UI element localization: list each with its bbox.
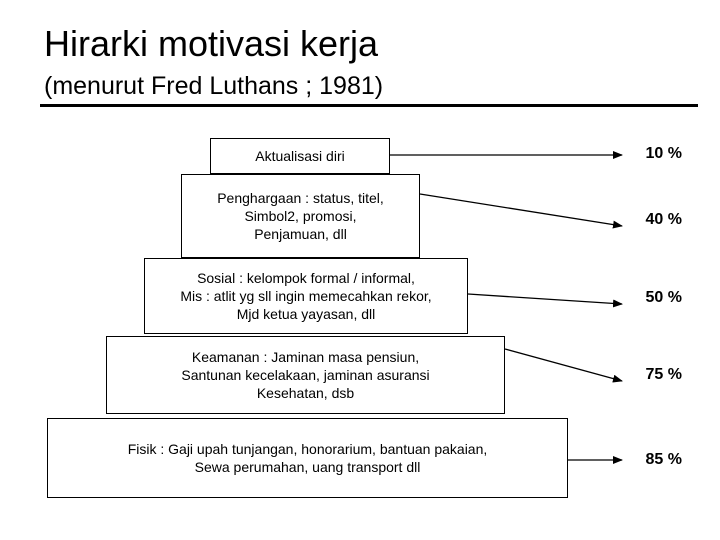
level-fisik-label: Fisik : Gaji upah tunjangan, honorarium, bantuan pakaian, Sewa perumahan, uang transport dll: [127, 441, 488, 475]
level-penghargaan: [181, 174, 420, 258]
arrow-keamanan: [505, 349, 622, 381]
percent-fisik: 85 %: [645, 451, 682, 468]
level-fisik: [47, 418, 568, 498]
percent-penghargaan: 40 %: [645, 211, 682, 228]
arrow-penghargaan: [420, 194, 622, 226]
level-keamanan: [106, 336, 505, 414]
arrow-sosial: [468, 294, 622, 304]
page-subtitle: (menurut Fred Luthans ; 1981): [44, 72, 384, 100]
percent-sosial: 50 %: [645, 289, 682, 306]
page-title: Hirarki motivasi kerja: [44, 23, 379, 64]
level-sosial: [144, 258, 468, 334]
level-aktualisasi-label: Aktualisasi diri: [255, 148, 345, 164]
level-keamanan-label: Keamanan : Jaminan masa pensiun, Santunan kecelakaan, jaminan asuransi Kesehatan, dsb: [181, 349, 430, 401]
level-sosial-label: Sosial : kelompok formal / informal, Mis : atlit yg sll ingin memecahkan rekor, Mjd ketua yayasan, dll: [180, 270, 432, 322]
percent-aktualisasi: 10 %: [645, 145, 682, 162]
percent-keamanan: 75 %: [645, 366, 682, 383]
level-penghargaan-label: Penghargaan : status, titel, Simbol2, promosi, Penjamuan, dll: [217, 190, 384, 242]
level-aktualisasi: [210, 138, 390, 174]
